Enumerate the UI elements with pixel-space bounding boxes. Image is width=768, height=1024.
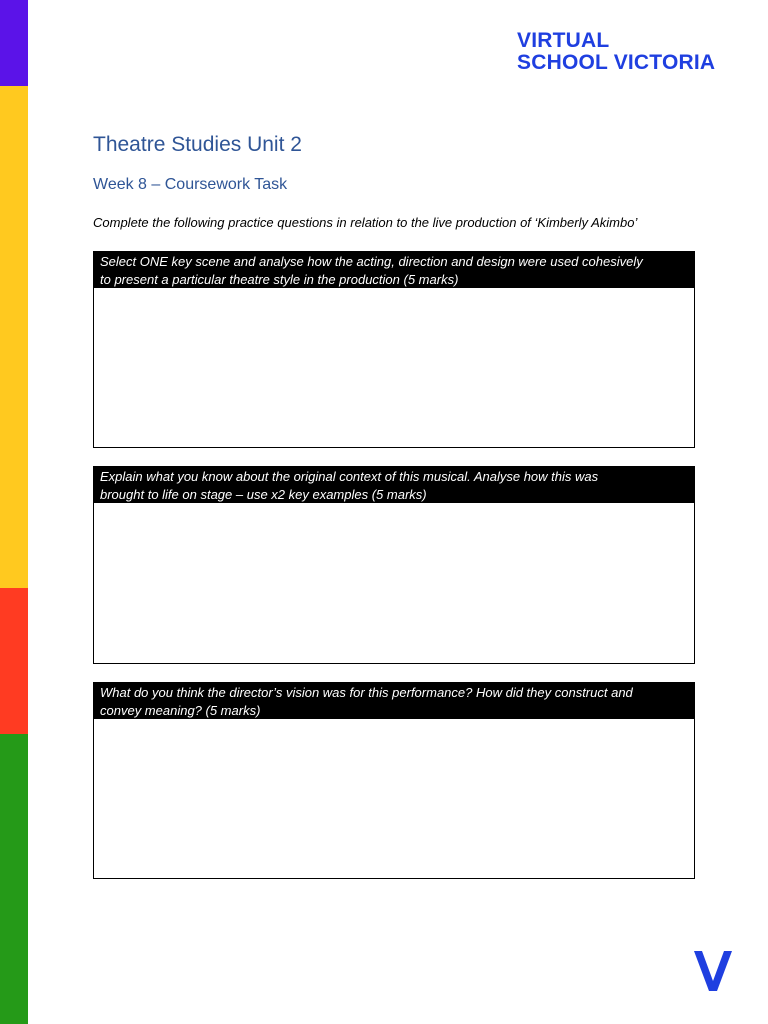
virtual-school-victoria-logo (517, 30, 715, 74)
question-box-1 (93, 251, 695, 448)
answer-area[interactable] (94, 719, 694, 878)
side-color-bar (0, 0, 28, 1024)
question-prompt-line: Explain what you know about the original context of this musical. Analyse how this was (100, 469, 599, 484)
instructions-text: Complete the following practice questions in relation to the live production of ‘Kimberly Akimbo’ (93, 215, 638, 230)
answer-area[interactable] (94, 288, 694, 447)
question-prompt-line: convey meaning? (5 marks) (100, 703, 261, 718)
question-prompt (94, 252, 694, 288)
color-bar-green (0, 734, 28, 1024)
question-prompt-line: to present a particular theatre style in the production (5 marks) (100, 272, 459, 287)
question-prompt-line: What do you think the director’s vision was for this performance? How did they construct and (100, 685, 633, 700)
question-box-3 (93, 682, 695, 879)
page-subtitle: Week 8 – Coursework Task (93, 176, 288, 193)
question-prompt (94, 683, 694, 719)
color-bar-purple (0, 0, 28, 86)
question-prompt-line: brought to life on stage – use x2 key examples (5 marks) (100, 487, 427, 502)
logo-line-1: VIRTUAL (517, 29, 610, 52)
color-bar-red (0, 588, 28, 734)
page-title: Theatre Studies Unit 2 (93, 133, 302, 156)
v-logo-icon (694, 951, 732, 991)
answer-area[interactable] (94, 503, 694, 663)
question-box-2 (93, 466, 695, 664)
question-prompt (94, 467, 694, 503)
question-prompt-line: Select ONE key scene and analyse how the acting, direction and design were used cohesively (100, 254, 643, 269)
logo-line-2: SCHOOL VICTORIA (517, 51, 716, 74)
color-bar-yellow (0, 86, 28, 588)
